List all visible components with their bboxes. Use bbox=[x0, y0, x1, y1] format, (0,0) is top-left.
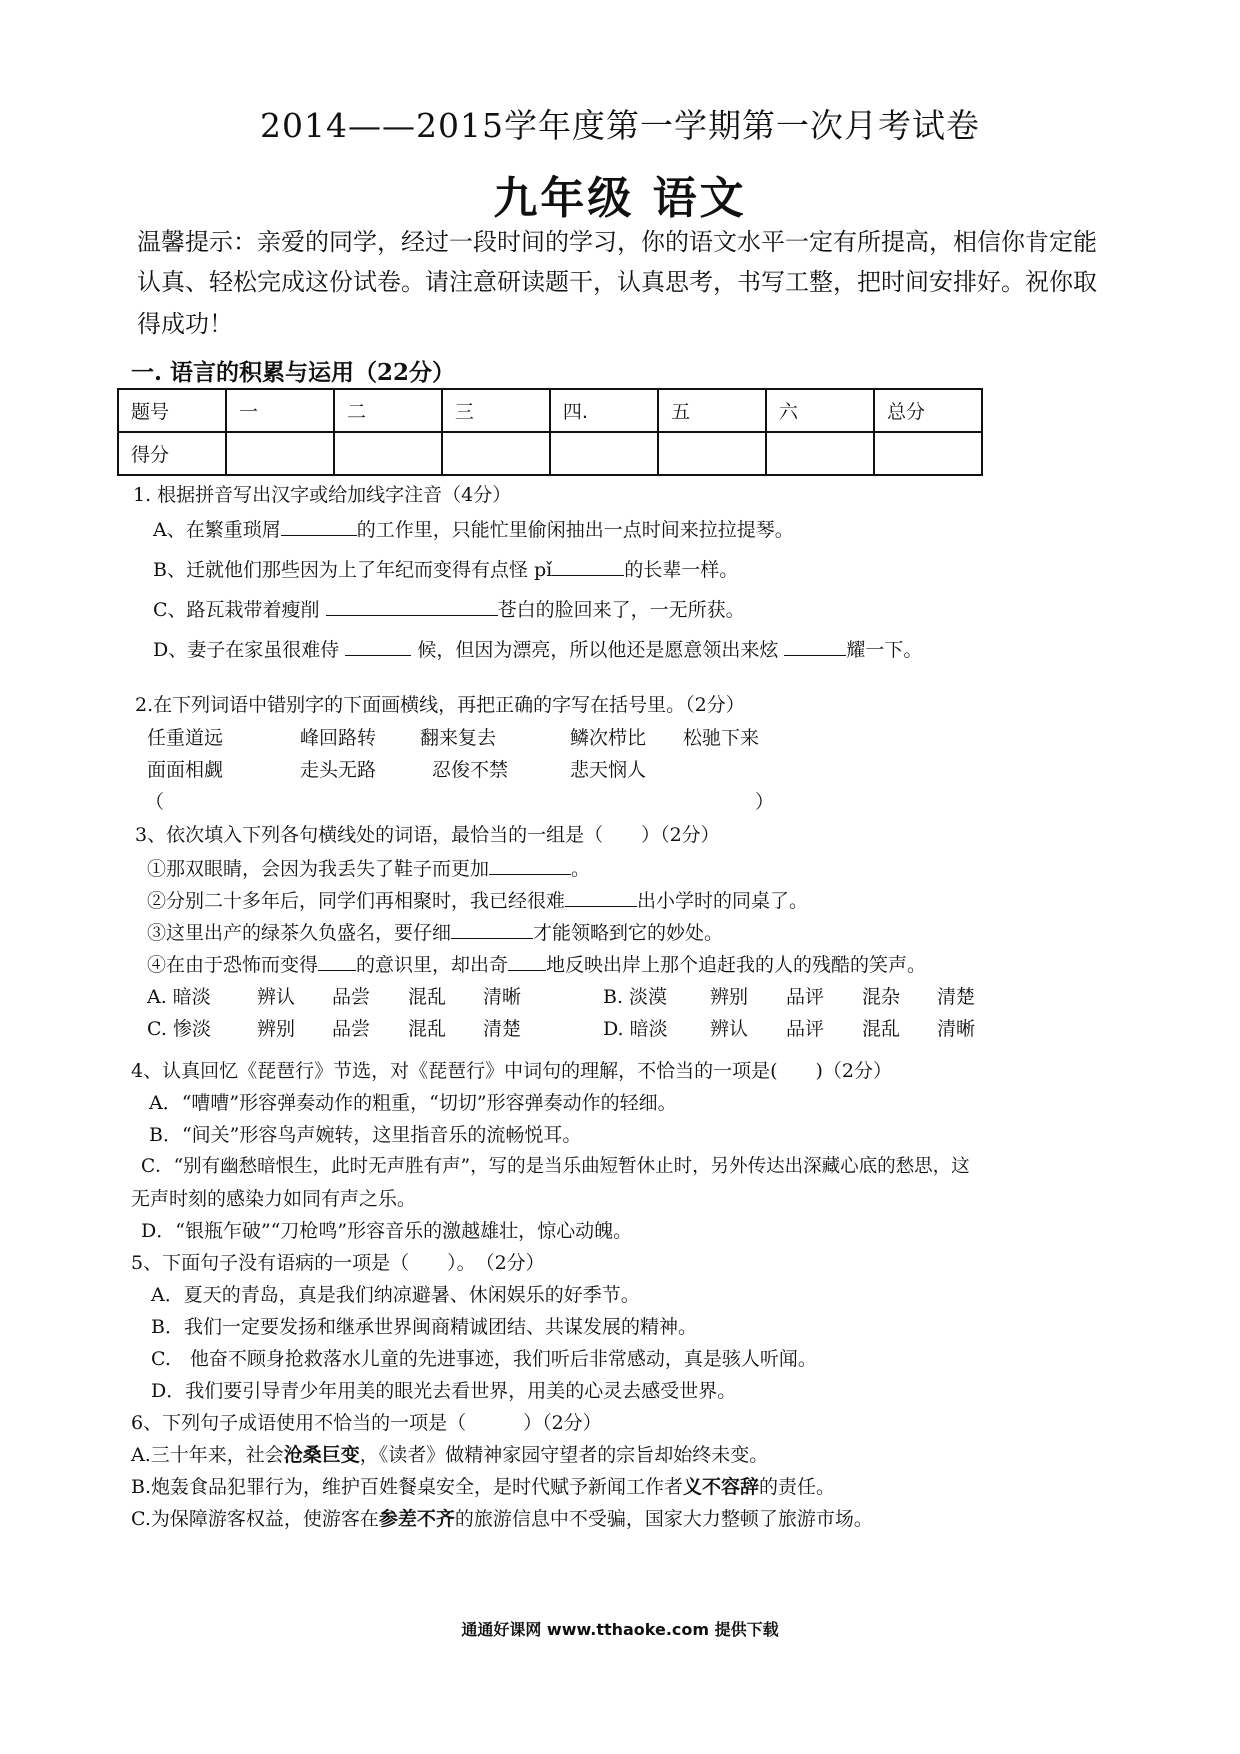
q1-option-d: D、妻子在家虽很难侍 候，但因为漂亮，所以他还是愿意领出来炫 耀一下。 bbox=[153, 639, 923, 661]
q1-stem: 1. 根据拼音写出汉字或给加线字注音（4分） bbox=[133, 484, 512, 506]
q6-option-c: C.为保障游客权益，使游客在参差不齐的旅游信息中不受骗，国家大力整顿了旅游市场。 bbox=[131, 1508, 873, 1530]
q4-option-d: D．“银瓶乍破”“刀枪鸣”形容音乐的激越雄壮，惊心动魄。 bbox=[141, 1220, 633, 1242]
answer-blank[interactable] bbox=[508, 970, 546, 971]
table-cell: 四. bbox=[550, 389, 658, 432]
tip-line-2: 认真、轻松完成这份试卷。请注意研读题干，认真思考，书写工整，把时间安排好。祝你取 bbox=[137, 268, 1097, 296]
q6-option-b: B.炮轰食品犯罪行为，维护百姓餐桌安全，是时代赋予新闻工作者义不容辞的责任。 bbox=[131, 1476, 836, 1498]
q3-sentence-2: ②分别二十多年后，同学们再相聚时，我已经很难 出小学时的同桌了。 bbox=[147, 890, 809, 912]
q3-option-word: 品评 bbox=[786, 986, 825, 1008]
score-input-cell[interactable] bbox=[442, 432, 550, 475]
q3-option-word: 混杂 bbox=[862, 986, 901, 1008]
q3-option-word: 混乱 bbox=[862, 1018, 901, 1040]
q2-word: 峰回路转 bbox=[300, 727, 377, 749]
page-footer: 通通好课网 www.tthaoke.com 提供下载 bbox=[461, 1620, 779, 1639]
table-row bbox=[118, 389, 982, 432]
q2-answer-area[interactable] bbox=[170, 806, 740, 807]
answer-blank[interactable] bbox=[565, 906, 637, 907]
q1-option-a: A、在繁重琐屑 的工作里，只能忙里偷闲抽出一点时间来拉拉提琴。 bbox=[153, 519, 794, 541]
q3-option-word: 辨别 bbox=[710, 986, 749, 1008]
idiom-highlight: 沧桑巨变 bbox=[283, 1444, 360, 1466]
answer-blank[interactable] bbox=[326, 615, 498, 616]
table-cell: 五 bbox=[658, 389, 766, 432]
table-cell: 六 bbox=[766, 389, 874, 432]
table-cell: 三 bbox=[442, 389, 550, 432]
q2-word: 任重道远 bbox=[147, 727, 224, 749]
q1-option-c: C、路瓦栽带着瘦削 苍白的脸回来了，一无所获。 bbox=[153, 599, 745, 621]
q2-word: 鳞次栉比 bbox=[570, 727, 647, 749]
q5-stem: 5、下面句子没有语病的一项是（ ）。 （2分） bbox=[131, 1252, 545, 1274]
score-input-cell[interactable] bbox=[226, 432, 334, 475]
idiom-highlight: 义不容辞 bbox=[683, 1476, 760, 1498]
table-cell: 总分 bbox=[874, 389, 982, 432]
q3-option-word: 辨认 bbox=[710, 1018, 749, 1040]
answer-blank[interactable] bbox=[784, 655, 846, 656]
q3-option-word: 清晰 bbox=[483, 986, 522, 1008]
score-input-cell[interactable] bbox=[658, 432, 766, 475]
q3-option-word: 辨认 bbox=[257, 986, 296, 1008]
q3-option-word: 品评 bbox=[786, 1018, 825, 1040]
q5-option-a: A．夏天的青岛，真是我们纳凉避暑、休闲娱乐的好季节。 bbox=[151, 1284, 640, 1306]
q4-option-c-line-1: C．“别有幽愁暗恨生，此时无声胜有声”，写的是当乐曲短暂休止时，另外传达出深藏心底的愁思，这 bbox=[141, 1156, 970, 1177]
q3-sentence-3: ③这里出产的绿茶久负盛名，要仔细 才能领略到它的妙处。 bbox=[147, 922, 724, 944]
exam-title: 2014——2015学年度第一学期第一次月考试卷 bbox=[260, 106, 980, 145]
q3-option-d-label: D. 暗淡 bbox=[603, 1018, 668, 1040]
q4-option-c-line-2: 无声时刻的感染力如同有声之乐。 bbox=[131, 1188, 417, 1210]
q2-stem: 2.在下列词语中错别字的下面画横线，再把正确的字写在括号里。（2分） bbox=[135, 694, 745, 716]
table-cell: 得分 bbox=[118, 432, 226, 475]
q3-option-b-label: B. 淡漠 bbox=[603, 986, 668, 1008]
table-row bbox=[118, 432, 982, 475]
answer-blank[interactable] bbox=[451, 938, 533, 939]
score-input-cell[interactable] bbox=[334, 432, 442, 475]
q3-option-word: 品尝 bbox=[332, 986, 371, 1008]
q3-option-word: 清楚 bbox=[937, 986, 976, 1008]
score-input-cell[interactable] bbox=[874, 432, 982, 475]
q1-option-b: B、迁就他们那些因为上了年纪而变得有点怪 pǐ 的长辈一样。 bbox=[153, 559, 739, 581]
q3-option-word: 品尝 bbox=[332, 1018, 371, 1040]
q3-option-word: 混乱 bbox=[408, 1018, 447, 1040]
q5-option-c: C. 他奋不顾身抢救落水儿童的先进事迹，我们听后非常感动，真是骇人听闻。 bbox=[151, 1348, 817, 1370]
q3-option-c-label: C. 惨淡 bbox=[147, 1018, 211, 1040]
q5-option-d: D．我们要引导青少年用美的眼光去看世界，用美的心灵去感受世界。 bbox=[151, 1380, 737, 1402]
q6-stem: 6、下列句子成语使用不恰当的一项是（ ）（2分） bbox=[131, 1412, 602, 1434]
q4-option-b: B．“间关”形容鸟声婉转，这里指音乐的流畅悦耳。 bbox=[149, 1124, 582, 1146]
q6-option-a: A.三十年来，社会沧桑巨变，《读者》做精神家园守望者的宗旨却始终未变。 bbox=[131, 1444, 769, 1466]
score-input-cell[interactable] bbox=[766, 432, 874, 475]
table-cell: 一 bbox=[226, 389, 334, 432]
q3-stem: 3、依次填入下列各句横线处的词语，最恰当的一组是（ ）（2分） bbox=[135, 824, 720, 846]
q2-word: 走头无路 bbox=[300, 759, 377, 781]
q5-option-b: B．我们一定要发扬和继承世界闽商精诚团结、共谋发展的精神。 bbox=[151, 1316, 697, 1338]
q2-paren-close: ） bbox=[755, 791, 775, 813]
q2-word: 翻来复去 bbox=[420, 727, 497, 749]
exam-subtitle: 九年级 语文 bbox=[493, 173, 747, 224]
score-input-cell[interactable] bbox=[550, 432, 658, 475]
idiom-highlight: 参差不齐 bbox=[378, 1508, 455, 1530]
answer-blank[interactable] bbox=[318, 970, 356, 971]
q2-word: 面面相觑 bbox=[147, 759, 224, 781]
q2-word: 悲天悯人 bbox=[570, 759, 647, 781]
q4-option-a: A．“嘈嘈”形容弹奏动作的粗重，“切切”形容弹奏动作的轻细。 bbox=[149, 1092, 677, 1114]
q3-option-word: 辨别 bbox=[257, 1018, 296, 1040]
q3-option-word: 清楚 bbox=[483, 1018, 522, 1040]
q2-word: 松驰下来 bbox=[683, 727, 760, 749]
score-table bbox=[117, 388, 983, 476]
q4-stem: 4、认真回忆《琵琶行》节选，对《琵琶行》中词句的理解，不恰当的一项是( )（2分） bbox=[131, 1060, 893, 1082]
answer-blank[interactable] bbox=[281, 535, 357, 536]
table-cell: 题号 bbox=[118, 389, 226, 432]
tip-line-3: 得成功！ bbox=[137, 310, 233, 338]
q3-option-word: 混乱 bbox=[408, 986, 447, 1008]
q3-sentence-4: ④在由于恐怖而变得 的意识里，却出奇 地反映出岸上那个追赶我的人的残酷的笑声。 bbox=[147, 954, 927, 976]
q2-paren-open: （ bbox=[145, 791, 165, 813]
answer-blank[interactable] bbox=[345, 655, 411, 656]
section-title: 一. 语言的积累与运用（22分） bbox=[131, 359, 456, 386]
q2-word: 忍俊不禁 bbox=[432, 759, 509, 781]
q3-option-a-label: A. 暗淡 bbox=[147, 986, 211, 1008]
q3-sentence-1: ①那双眼睛，会因为我丢失了鞋子而更加 。 bbox=[147, 858, 591, 880]
q3-option-word: 清晰 bbox=[937, 1018, 976, 1040]
table-cell: 二 bbox=[334, 389, 442, 432]
answer-blank[interactable] bbox=[552, 575, 624, 576]
tip-line-1: 温馨提示：亲爱的同学，经过一段时间的学习，你的语文水平一定有所提高，相信你肯定能 bbox=[137, 228, 1097, 256]
answer-blank[interactable] bbox=[489, 874, 571, 875]
